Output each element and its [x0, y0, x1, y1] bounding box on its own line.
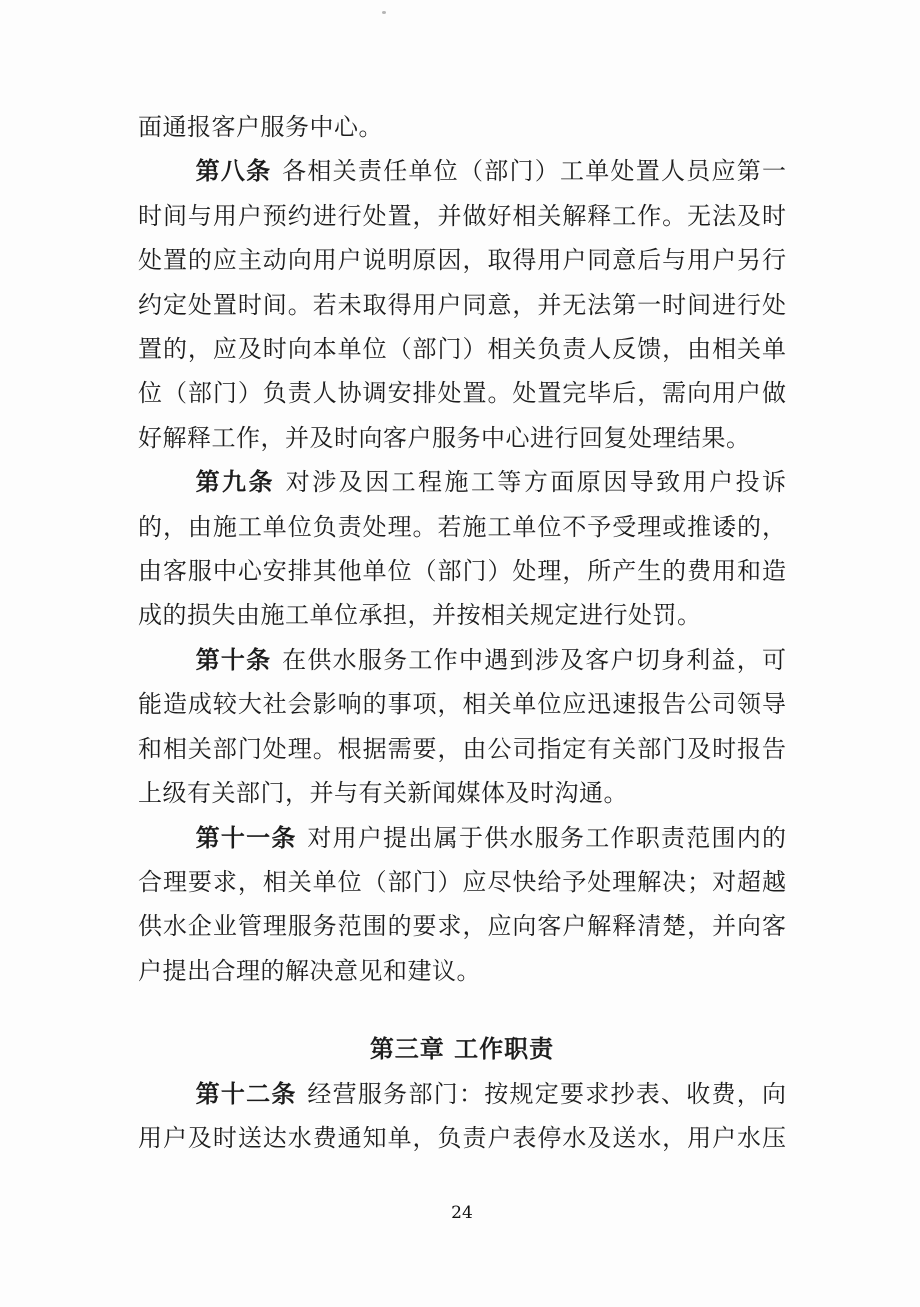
line-text: 和相关部门处理。根据需要，由公司指定有关部门及时报告	[138, 734, 786, 763]
text-line	[138, 149, 786, 193]
text-line	[138, 727, 786, 771]
text-line	[138, 1116, 786, 1160]
line-text: 用户及时送达水费通知单，负责户表停水及送水，用户水压	[138, 1123, 786, 1152]
text-line	[138, 416, 786, 460]
page-number: 24	[451, 1203, 473, 1223]
line-text: 对涉及因工程施工等方面原因导致用户投诉	[285, 468, 787, 497]
line-text: 好解释工作，并及时向客户服务中心进行回复处理结果。	[138, 423, 751, 452]
line-text: 各相关责任单位（部门）工单处置人员应第一	[282, 157, 786, 186]
text-line	[138, 771, 786, 815]
line-text: 置的，应及时向本单位（部门）相关负责人反馈，由相关单	[138, 335, 786, 364]
scan-artifact-dot	[382, 11, 386, 14]
text-line	[138, 283, 786, 327]
text-line	[138, 327, 786, 371]
text-line	[138, 194, 786, 238]
line-text: 由客服中心安排其他单位（部门）处理，所产生的费用和造	[138, 557, 786, 586]
text-line	[138, 860, 786, 904]
line-text: 成的损失由施工单位承担，并按相关规定进行处罚。	[138, 601, 702, 630]
chapter-heading	[138, 1027, 786, 1071]
line-text: 处置的应主动向用户说明原因，取得用户同意后与用户另行	[138, 246, 786, 275]
line-text: 户提出合理的解决意见和建议。	[138, 956, 481, 985]
line-text: 供水企业管理服务范围的要求，应向客户解释清楚，并向客	[138, 912, 786, 941]
text-line	[138, 638, 786, 682]
text-line	[138, 238, 786, 282]
text-line	[138, 682, 786, 726]
line-text: 面通报客户服务中心。	[138, 113, 383, 141]
text-line	[138, 105, 786, 149]
article-number: 第十二条	[195, 1078, 297, 1108]
document-body	[138, 105, 786, 1160]
article-number: 第八条	[195, 156, 272, 186]
text-line	[138, 949, 786, 993]
text-line	[138, 593, 786, 637]
text-line	[138, 904, 786, 948]
text-line	[138, 549, 786, 593]
text-line	[138, 505, 786, 549]
text-line	[138, 816, 786, 860]
line-text: 上级有关部门，并与有关新闻媒体及时沟通。	[138, 779, 628, 808]
line-text: 能造成较大社会影响的事项，相关单位应迅速报告公司领导	[138, 690, 786, 719]
line-text: 第三章 工作职责	[369, 1034, 555, 1064]
line-text: 对用户提出属于供水服务工作职责范围内的	[307, 823, 787, 852]
text-line	[138, 1072, 786, 1116]
line-text: 经营服务部门：按规定要求抄表、收费，向	[307, 1079, 787, 1108]
line-text: 位（部门）负责人协调安排处置。处置完毕后，需向用户做	[138, 379, 786, 408]
line-text: 约定处置时间。若未取得用户同意，并无法第一时间进行处	[138, 290, 786, 319]
text-line	[138, 371, 786, 415]
line-text: 时间与用户预约进行处置，并做好相关解释工作。无法及时	[138, 201, 786, 230]
article-number: 第十一条	[195, 822, 297, 852]
line-text: 在供水服务工作中遇到涉及客户切身利益，可	[282, 645, 786, 674]
line-text: 合理要求，相关单位（部门）应尽快给予处理解决；对超越	[138, 867, 786, 896]
article-number: 第十条	[195, 644, 272, 674]
text-line	[138, 460, 786, 504]
article-number: 第九条	[195, 467, 275, 497]
line-text: 的，由施工单位负责处理。若施工单位不予受理或推诿的，	[138, 512, 786, 541]
